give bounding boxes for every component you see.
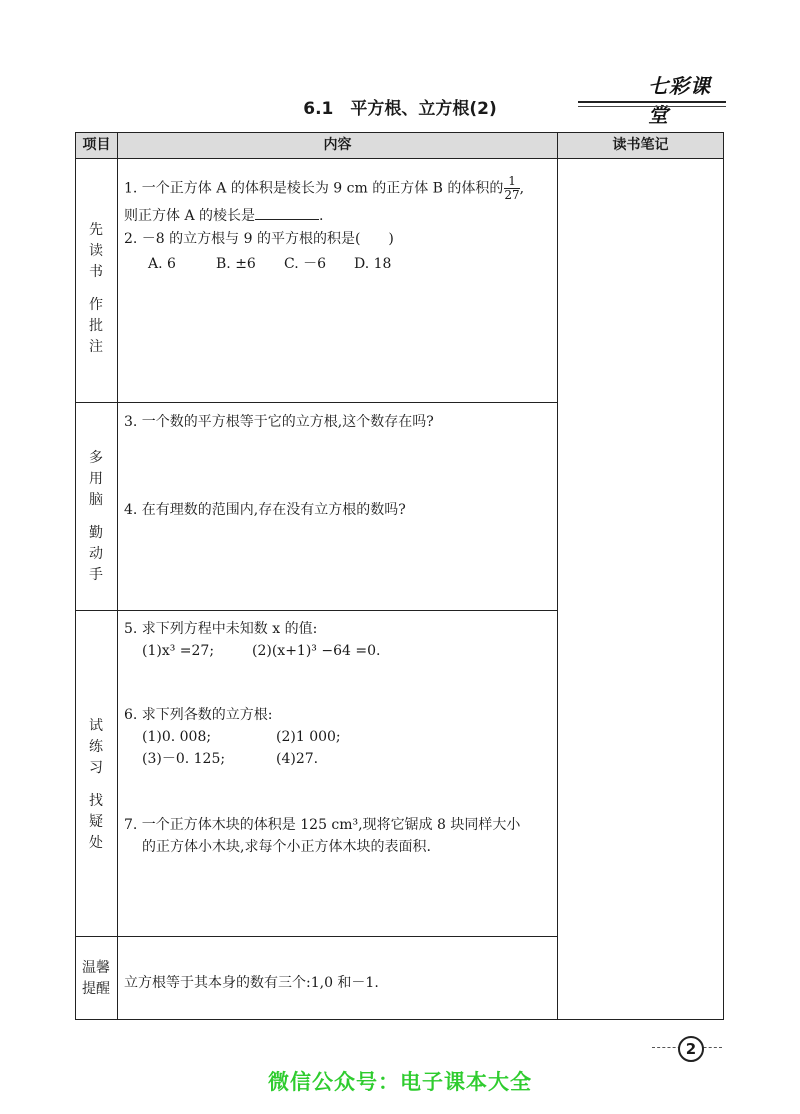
question-6-item-3: (3)－0. 125; (142, 751, 226, 767)
row-label-practice: 试 练 习 找 疑 处 (89, 718, 103, 851)
question-3: 3. 一个数的平方根等于它的立方根,这个数存在吗? (124, 414, 434, 430)
worksheet-table (75, 132, 724, 1020)
question-2-option-d[interactable]: D. 18 (354, 256, 392, 272)
fraction-1-27: $\frac{1}{27}$ (504, 174, 520, 202)
answer-blank[interactable] (255, 205, 319, 220)
header-content: 内容 (118, 133, 557, 158)
question-2-option-b[interactable]: B. ±6 (216, 256, 256, 272)
question-2-option-c[interactable]: C. －6 (284, 256, 327, 272)
header-notes: 读书笔记 (558, 133, 723, 158)
question-5-eq-2: (2)(x+1)³ −64 =0. (252, 643, 381, 659)
question-6-item-4: (4)27. (276, 751, 319, 767)
brand-logo: 七彩课堂 (648, 74, 711, 127)
question-7-line-2: 的正方体小木块,求每个小正方体木块的表面积. (142, 839, 431, 855)
header-rule (76, 158, 723, 159)
question-5-eq-1: (1)x³ =27; (142, 643, 215, 659)
divider-left (117, 133, 118, 1019)
row-rule-3 (76, 936, 557, 937)
row-rule-1 (76, 402, 557, 403)
question-4: 4. 在有理数的范围内,存在没有立方根的数吗? (124, 502, 406, 518)
row-label-tip: 温馨 提醒 (82, 960, 110, 997)
question-5-stem: 5. 求下列方程中未知数 x 的值: (124, 621, 318, 637)
question-1-line-2: 则正方体 A 的棱长是 . (124, 205, 323, 226)
page-number: 2 (678, 1036, 704, 1062)
question-7-line-1: 7. 一个正方体木块的体积是 125 cm³,现将它锯成 8 块同样大小 (124, 817, 521, 833)
question-6-item-2: (2)1 000; (276, 729, 341, 745)
row-label-think: 多 用 脑 勤 动 手 (89, 450, 103, 583)
question-1-line-1: 1. 一个正方体 A 的体积是棱长为 9 cm 的正方体 B 的体积的 $\frac{1}{27}$ , (124, 174, 525, 202)
divider-right (557, 133, 558, 1019)
question-2-stem: 2. －8 的立方根与 9 的平方根的积是( ) (124, 231, 394, 247)
tip-text: 立方根等于其本身的数有三个:1,0 和－1. (124, 975, 379, 991)
page-title: 6.1 平方根、立方根(2) (303, 99, 497, 119)
question-6-item-1: (1)0. 008; (142, 729, 212, 745)
row-rule-2 (76, 610, 557, 611)
question-2-option-a[interactable]: A. 6 (148, 256, 176, 272)
watermark-text: 微信公众号：电子课本大全 (268, 1070, 532, 1094)
row-label-read: 先 读 书 作 批 注 (89, 222, 103, 355)
question-6-stem: 6. 求下列各数的立方根: (124, 707, 273, 723)
header-item: 项目 (76, 133, 117, 158)
